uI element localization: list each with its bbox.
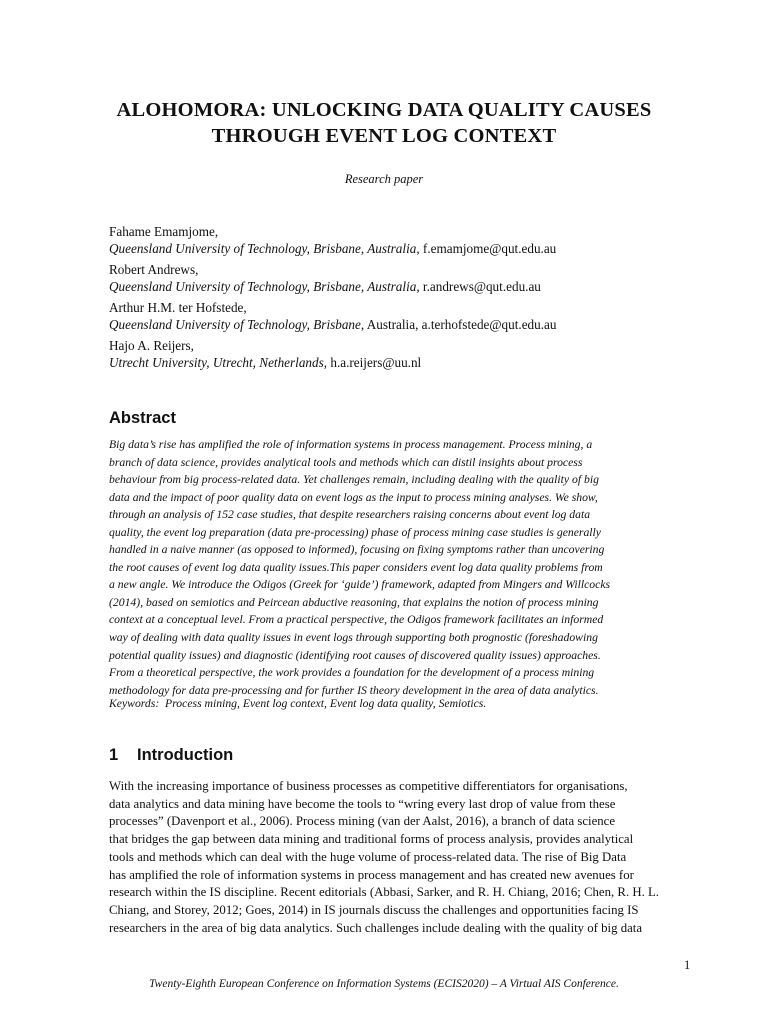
keywords: Keywords: Process mining, Event log context, Event log data quality, Semiotics.: [109, 697, 487, 710]
author-affiliation-line: [109, 355, 699, 372]
abstract-line: (2014), based on semiotics and Peircean abductive reasoning, that explains the notion of process mining: [109, 595, 599, 609]
abstract-line: branch of data science, provides analytical tools and methods which can distil insights about process: [109, 455, 583, 469]
author-affiliation: Queensland University of Technology, Brisbane, Australia: [109, 278, 417, 294]
author-email: , r.andrews@qut.edu.au: [416, 278, 541, 294]
author-email: , h.a.reijers@uu.nl: [323, 354, 422, 370]
page-number: 1: [684, 958, 691, 972]
author-name: Arthur H.M. ter Hofstede,: [109, 300, 247, 315]
abstract-line: potential quality issues) and diagnostic (identifying root causes of discovered quality issues) approaches.: [109, 648, 601, 662]
intro-line: that bridges the gap between data mining and traditional forms of process analysis, provides analytical: [109, 832, 634, 847]
abstract-line: data and the impact of poor quality data on event logs as the input to process mining analyses. We show,: [109, 490, 598, 504]
intro-line: With the increasing importance of business processes as competitive differentiators for organisations,: [109, 779, 628, 793]
abstract-line: quality, the event log preparation (data pre-processing) phase of process mining case studies is generally: [109, 525, 601, 539]
paper-title: [90, 97, 678, 149]
intro-line: tools and methods which can deal with the huge volume of process-related data. The rise of Big Data: [109, 849, 627, 864]
author-affiliation: Utrecht University, Utrecht, Netherlands: [109, 354, 324, 370]
author-affiliation: Queensland University of Technology, Brisbane: [109, 316, 361, 332]
author-entry: [109, 300, 699, 333]
intro-line: has amplified the role of information systems in process management and has created new avenues for: [109, 867, 634, 882]
author-name: Fahame Emamjome,: [109, 224, 219, 239]
author-entry: [109, 262, 699, 295]
abstract-line: methodology for data pre-processing and for further IS theory development in the area of data analytics.: [109, 683, 599, 697]
author-email: , Australia, a.terhofstede@qut.edu.au: [360, 316, 557, 332]
title-line-1: ALOHOMORA: UNLOCKING DATA QUALITY CAUSES: [116, 99, 652, 121]
introduction-body: [109, 778, 699, 937]
intro-line: data analytics and data mining have become the tools to “wring every last drop of value from these: [109, 796, 616, 811]
intro-line: processes” (Davenport et al., 2006). Process mining (van der Aalst, 2016), a branch of data science: [109, 814, 616, 829]
abstract-line: through an analysis of 152 case studies, that despite researchers raising concerns about event log data: [109, 508, 591, 522]
title-line-2: THROUGH EVENT LOG CONTEXT: [211, 125, 557, 147]
abstract-body: [109, 436, 696, 699]
paper-type: Research paper: [344, 172, 424, 186]
author-list: [109, 224, 699, 376]
author-affiliation-line: [109, 317, 699, 334]
abstract-line: a new angle. We introduce the Odigos (Greek for ‘guide’) framework, adapted from Mingers and Willcocks: [109, 578, 611, 592]
introduction-heading: [109, 746, 233, 765]
author-affiliation-line: [109, 279, 699, 296]
author-email: , f.emamjome@qut.edu.au: [416, 240, 557, 256]
abstract-line: the root causes of event log data quality issues.This paper considers event log data quality problems from: [109, 560, 603, 574]
author-entry: [109, 338, 699, 371]
intro-line: researchers in the area of big data analytics. Such challenges include dealing with the quality of big data: [109, 920, 643, 935]
author-name: Robert Andrews,: [109, 262, 199, 277]
author-affiliation-line: [109, 241, 699, 258]
abstract-line: way of dealing with data quality issues in event logs through supporting both prognostic (foreshadowing: [109, 631, 598, 645]
conference-footer: Twenty-Eighth European Conference on Information Systems (ECIS2020) – A Virtual AIS Conference.: [149, 978, 619, 990]
abstract-line: handled in a naive manner (as opposed to informed), focusing on fixing symptoms rather than uncovering: [109, 543, 605, 557]
intro-line: Chiang, and Storey, 2012; Goes, 2014) in IS journals discuss the challenges and opportunities facing IS: [109, 902, 639, 917]
section-title: Introduction: [137, 746, 234, 764]
abstract-line: behaviour from big process-related data. Yet challenges remain, including dealing with the quality of big: [109, 473, 599, 487]
author-affiliation: Queensland University of Technology, Brisbane, Australia: [109, 240, 417, 256]
section-number: 1: [109, 746, 119, 764]
abstract-line: Big data’s rise has amplified the role of information systems in process management. Process mining, a: [109, 438, 593, 451]
abstract-heading: Abstract: [109, 409, 176, 427]
author-name: Hajo A. Reijers,: [109, 338, 194, 353]
abstract-line: From a theoretical perspective, the work provides a foundation for the development of a process mining: [109, 666, 595, 680]
author-entry: [109, 224, 699, 257]
abstract-line: context at a conceptual level. From a practical perspective, the Odigos framework facilitates an informed: [109, 613, 604, 627]
intro-line: research within the IS discipline. Recent editorials (Abbasi, Sarker, and R. H. Chiang, 2016; Chen, R. H. L.: [109, 885, 659, 900]
